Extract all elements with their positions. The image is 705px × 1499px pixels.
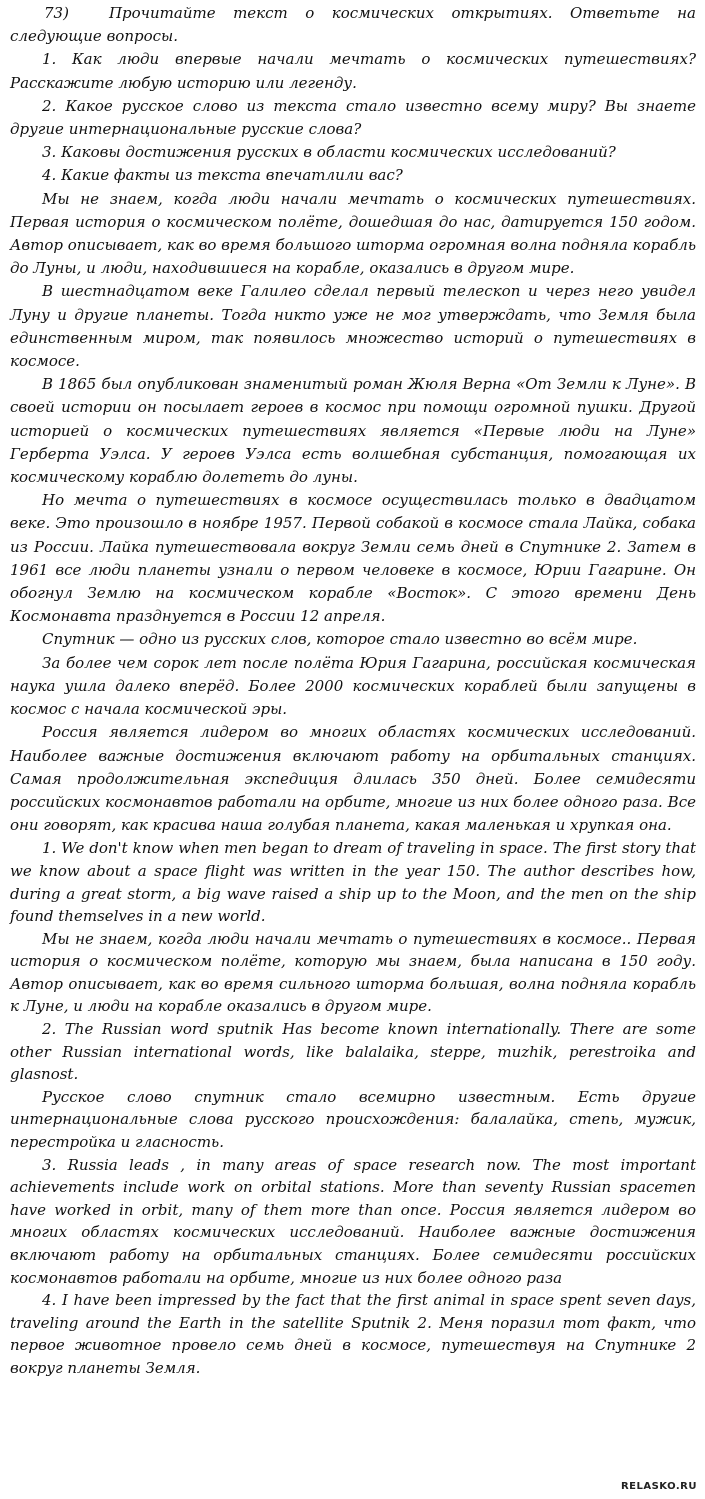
question-1: 1. Как люди впервые начали мечтать о космических путешествиях? Расскажите любую историю или легенду.: [10, 50, 696, 92]
exercise-number: 73): [44, 4, 69, 22]
answer-3: 3. Russia leads , in many areas of space research now. The most important achievements include work on orbital stations. More than seventy Russian spacemen have worked in orbit, many of them more than once. Россия является лидером во многих областях космических исследований. Наиболее важные достижения включают работу на орбитальных станциях. Более семидесяти российских космонавтов работали на орбите, многие из них более одного раза: [10, 1155, 696, 1287]
answer-2-russian: Русское слово спутник стало всемирно известным. Есть другие интернациональные слова русского происхождения: балалайка, степь, мужик, перестройка и гласность.: [10, 1087, 696, 1152]
answer-2-english: 2. The Russian word sputnik Has become known internationally. There are some other Russian international words, like balalaika, steppe, muzhik, perestroika and glasnost.: [10, 1020, 696, 1084]
exercise-heading: [10, 2, 696, 48]
text-paragraph-3: В 1865 был опубликован знаменитый роман Жюля Верна «От Земли к Луне». В своей истории он посылает героев в космос при помощи огромной пушки. Другой историей о космических путешествиях является «Первые люди на Луне» Герберта Уэлса. У героев Уэлса есть волшебная субстанция, помогающая их космическому кораблю долететь до луны.: [10, 375, 696, 487]
question-3: 3. Каковы достижения русских в области космических исследований?: [42, 143, 616, 162]
question-4: 4. Какие факты из текста впечатлили вас?: [42, 166, 403, 185]
text-paragraph-6: За более чем сорок лет после полёта Юрия Гагарина, российская космическая наука ушла далеко вперёд. Более 2000 космических кораблей были запущены в космос с начала космической эры.: [10, 653, 696, 719]
text-paragraph-5: Спутник — одно из русских слов, которое стало известно во всём мире.: [42, 630, 638, 649]
answer-1-english: 1. We don't know when men began to dream of traveling in space. The first story that we know about a space flight was written in the year 150. The author describes how, during a great storm, a big wave raised a ship up to the Moon, and the men on the ship found themselves in a new world.: [10, 839, 696, 926]
answer-1-russian: Мы не знаем, когда люди начали мечтать о путешествиях в космосе.. Первая история о космическом полёте, которую мы знаем, была написана в 150 году. Автор описывает, как во время сильного шторма большая, волна подняла корабль к Луне, и люди на корабле оказались в другом мире.: [10, 929, 696, 1016]
answer-4: 4. I have been impressed by the fact that the first animal in space spent seven days, traveling around the Earth in the satellite Sputnik 2. Меня поразил тот факт, что первое животное провело семь дней в космосе, путешествуя на Спутнике 2 вокруг планеты Земля.: [10, 1291, 696, 1377]
site-watermark: RELASKO.RU: [620, 1481, 697, 1492]
exercise-instruction: Прочитайте текст о космических открытиях. Ответьте на следующие вопросы.: [10, 4, 696, 46]
text-paragraph-7: Россия является лидером во многих областях космических исследований. Наиболее важные достижения включают работу на орбитальных станциях. Самая продолжительная экспедиция длилась 350 дней. Более семидесяти российских космонавтов работали на орбите, многие из них более одного раза. Все они говорят, как красива наша голубая планета, какая маленькая и хрупкая она.: [10, 723, 696, 835]
text-paragraph-1: Мы не знаем, когда люди начали мечтать о космических путешествиях. Первая история о космическом полёте, дошедшая до нас, датируется 150 годом. Автор описывает, как во время большого шторма огромная волна подняла корабль до Луны, и люди, находившиеся на корабле, оказались в другом мире.: [10, 189, 697, 278]
document-body: [10, 2, 696, 1380]
question-2: 2. Какое русское слово из текста стало известно всему миру? Вы знаете другие интернациональные русские слова?: [10, 96, 696, 139]
text-paragraph-2: В шестнадцатом веке Галилео сделал первый телескоп и через него увидел Луну и другие планеты. Тогда никто уже не мог утверждать, что Земля была единственным миром, так появилось множество историй о путешествиях в космосе.: [10, 282, 696, 371]
text-paragraph-4: Но мечта о путешествиях в космосе осуществилась только в двадцатом веке. Это произошло в ноябре 1957. Первой собакой в космосе стала Лайка, собака из России. Лайка путешествовала вокруг Земли семь дней в Спутнике 2. Затем в 1961 все люди планеты узнали о первом человеке в космосе, Юрии Гагарине. Он обогнул Землю на космическом корабле «Восток». С этого времени День Космонавта празднуется в России 12 апреля.: [10, 491, 696, 626]
